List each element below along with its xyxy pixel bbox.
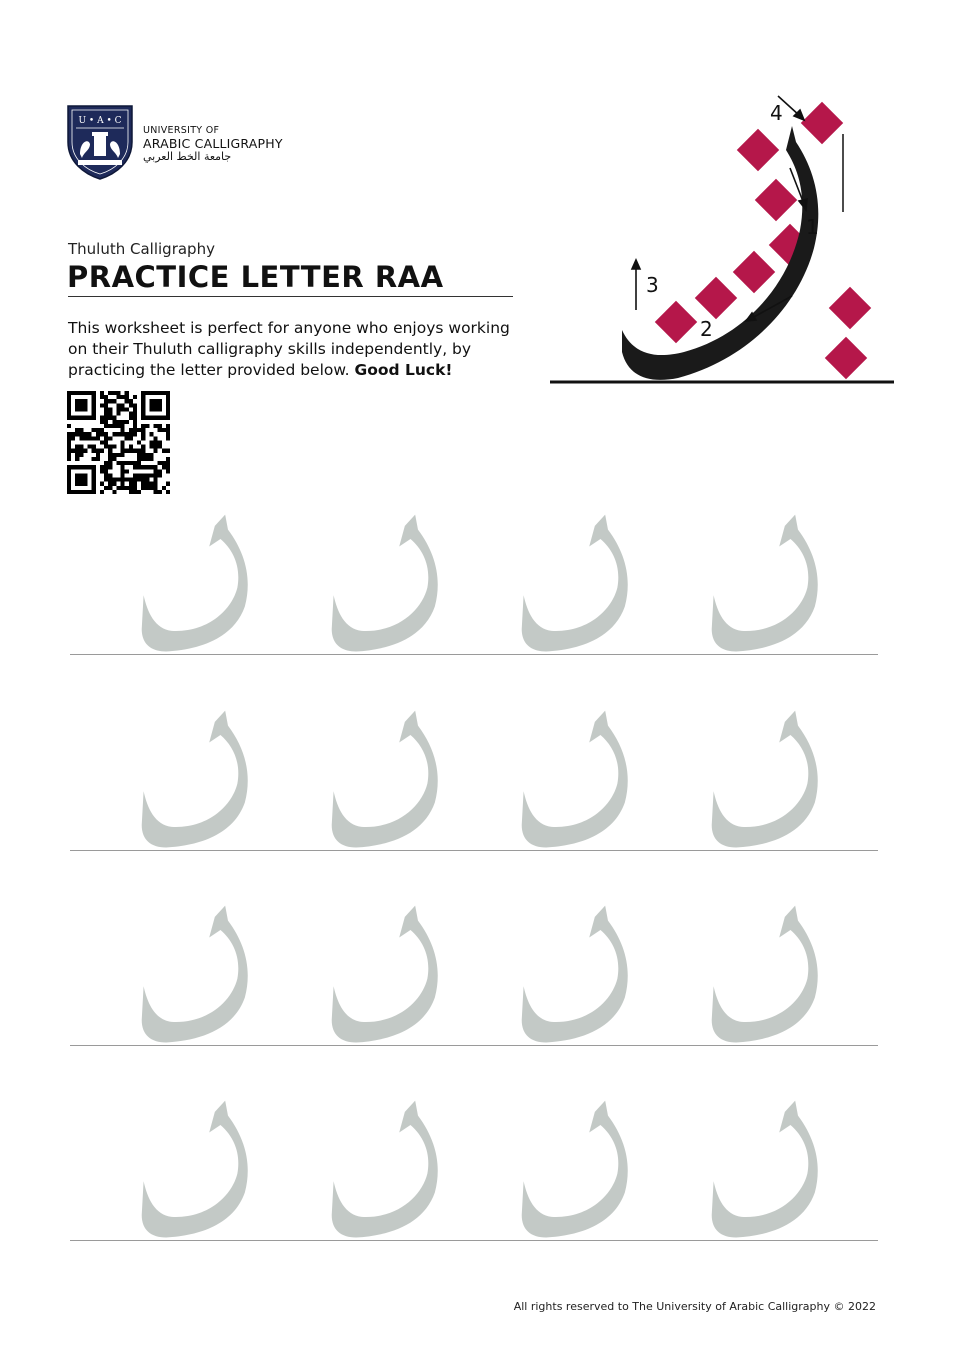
practice-tracing-glyph[interactable] xyxy=(700,509,835,659)
practice-tracing-glyph[interactable] xyxy=(510,705,645,855)
practice-tracing-glyph[interactable] xyxy=(700,1095,835,1245)
step-3-label: 3 xyxy=(646,273,659,297)
title-divider xyxy=(68,296,513,297)
qr-code[interactable] xyxy=(67,391,170,494)
step-4-label: 4 xyxy=(770,101,783,125)
university-name xyxy=(143,126,283,164)
practice-tracing-glyph[interactable] xyxy=(130,509,265,659)
practice-tracing-glyph[interactable] xyxy=(130,1095,265,1245)
practice-tracing-glyph[interactable] xyxy=(320,705,455,855)
description-emphasis: Good Luck! xyxy=(354,361,453,379)
practice-tracing-glyph[interactable] xyxy=(510,509,645,659)
step-2-label: 2 xyxy=(700,317,713,341)
worksheet-title: PRACTICE LETTER RAA xyxy=(67,260,444,294)
practice-tracing-glyph[interactable] xyxy=(130,705,265,855)
practice-tracing-glyph[interactable] xyxy=(320,509,455,659)
stroke-order-illustration xyxy=(548,90,898,390)
shield-letters: U • A • C xyxy=(78,116,122,126)
logo-line-arabic: جامعة الخط العربي xyxy=(143,150,232,164)
description-text: This worksheet is perfect for anyone who enjoys working on their Thuluth calligraphy skills independently, by practicing the letter provided below. xyxy=(68,319,510,379)
practice-tracing-glyph[interactable] xyxy=(700,705,835,855)
practice-tracing-glyph[interactable] xyxy=(320,1095,455,1245)
logo-line-1: UNIVERSITY OF xyxy=(143,125,220,136)
worksheet-description xyxy=(68,318,528,381)
practice-tracing-glyph[interactable] xyxy=(510,1095,645,1245)
practice-tracing-glyph[interactable] xyxy=(510,900,645,1050)
practice-tracing-glyph[interactable] xyxy=(130,900,265,1050)
logo-line-2: ARABIC CALLIGRAPHY xyxy=(143,135,283,151)
practice-tracing-glyph[interactable] xyxy=(700,900,835,1050)
step-1-label: 1 xyxy=(806,215,819,239)
copyright-footer: All rights reserved to The University of Arabic Calligraphy © 2022 xyxy=(513,1300,876,1313)
university-shield-logo xyxy=(66,104,134,180)
practice-tracing-glyph[interactable] xyxy=(320,900,455,1050)
worksheet-subtitle: Thuluth Calligraphy xyxy=(68,240,215,258)
rhombic-dots xyxy=(655,102,871,379)
